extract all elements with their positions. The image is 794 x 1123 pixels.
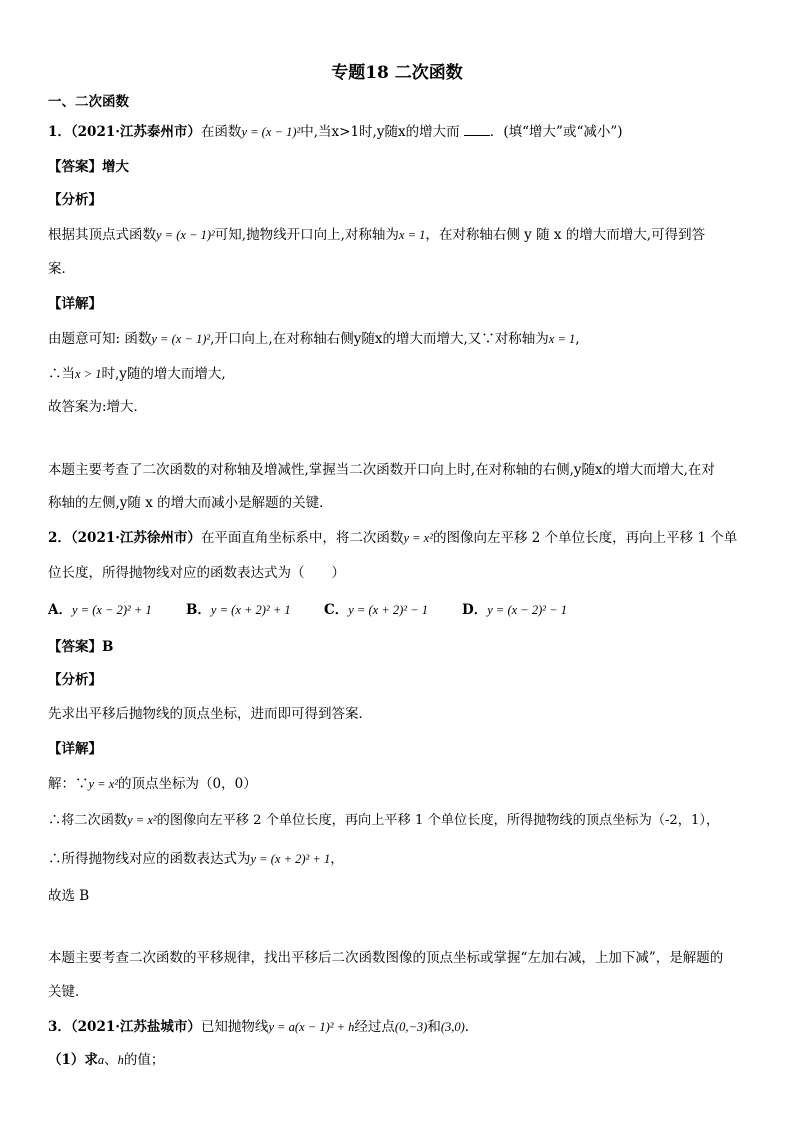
math-expression: y = (x − 2)² + 1 xyxy=(71,603,152,617)
question-3 xyxy=(48,1017,748,1037)
question-text: 中,当x>1时,y随x的增大而 xyxy=(300,124,460,140)
analysis-label: 【分析】 xyxy=(48,672,102,688)
answer-line: 【答案】增大 xyxy=(48,159,129,175)
analysis-text: 先求出平移后抛物线的顶点坐标，进而即可得到答案． xyxy=(48,706,372,722)
question-source: （2021·江苏徐州市） xyxy=(70,530,201,546)
question-source: （2021·江苏泰州市） xyxy=(70,124,201,140)
text-run: ∴将二次函数 xyxy=(48,813,128,828)
question-text: 在平面直角坐标系中，将二次函数 xyxy=(200,530,404,546)
analysis-text: 案． xyxy=(48,261,75,277)
option-b[interactable] xyxy=(186,600,324,620)
answer-blank xyxy=(464,123,490,136)
analysis-label: 【分析】 xyxy=(48,192,102,208)
detail-text: 故答案为:增大． xyxy=(48,399,148,415)
math-expression: y = (x − 1)² xyxy=(151,332,211,346)
option-label: D． xyxy=(462,602,488,618)
math-expression: y = (x − 2)² − 1 xyxy=(487,603,567,617)
text-run: 由题意可知: 函数 xyxy=(48,331,152,347)
detail-text xyxy=(48,849,748,869)
math-expression: y = x² xyxy=(127,813,157,827)
detail-text xyxy=(48,364,748,384)
text-run: 可知,抛物线开口向上,对称轴为 xyxy=(214,227,399,243)
detail-text xyxy=(48,329,748,349)
detail-label: 【详解】 xyxy=(48,296,102,312)
math-symbol: a xyxy=(97,1053,105,1067)
question-text: 和 xyxy=(427,1019,441,1035)
question-text: 在函数 xyxy=(200,124,242,140)
question-source: （2021·江苏盐城市） xyxy=(70,1019,201,1035)
question-text: ．(填“增大”或“减小”) xyxy=(489,124,623,140)
question-text: 位长度，所得抛物线对应的函数表达式为（ ） xyxy=(48,565,345,581)
text-run: 的值； xyxy=(123,1052,165,1068)
math-expression: x > 1 xyxy=(75,367,102,381)
text-run: 根据其顶点式函数 xyxy=(48,227,156,243)
sub-question-1 xyxy=(48,1050,748,1070)
text-run: ∴当 xyxy=(48,366,75,382)
question-text: 经过点 xyxy=(354,1019,395,1035)
summary-text: 关键． xyxy=(48,984,89,1000)
point-expression: (0,−3) xyxy=(394,1020,428,1034)
text-run: 时,y随的增大而增大, xyxy=(101,366,226,382)
option-label: A． xyxy=(48,602,72,618)
math-expression: y = x² xyxy=(88,777,119,791)
summary-text: 称轴的左侧,y随 x 的增大而减小是解题的关键． xyxy=(48,495,333,511)
question-number: 1． xyxy=(48,124,71,140)
section-heading: 一、二次函数 xyxy=(48,94,129,110)
point-expression: (3,0) xyxy=(440,1020,465,1034)
detail-text xyxy=(48,810,748,831)
detail-text: 故选 B xyxy=(48,888,90,904)
math-expression: y = a(x − 1)² + h xyxy=(268,1020,355,1034)
detail-text xyxy=(48,774,748,794)
text-run: 的图像向左平移 2 个单位长度，再向上平移 1 个单位长度，所得抛物线的顶点坐标为（-2，1）， xyxy=(156,813,720,828)
text-run: ，在对称轴右侧 y 随 x 的增大而增大,可得到答 xyxy=(425,227,706,243)
math-expression: y = (x + 2)² + 1 xyxy=(250,852,331,866)
text-run: ， xyxy=(330,851,344,867)
text-run: 的顶点坐标为（0，0） xyxy=(118,776,257,792)
text-run: 、 xyxy=(104,1052,118,1068)
text-run: ,开口向上,在对称轴右侧y随x的增大而增大,又∵对称轴为 xyxy=(210,331,549,347)
math-expression: y = (x − 1)² xyxy=(156,228,215,242)
page-title: 专题18 二次函数 xyxy=(331,63,463,83)
text-run: , xyxy=(575,331,580,347)
question-1 xyxy=(48,122,748,142)
option-label: C． xyxy=(324,602,349,618)
summary-text: 本题主要考查二次函数的平移规律，找出平移后二次函数图像的顶点坐标或掌握“左加右减，上加下减”，是解题的 xyxy=(48,950,724,966)
summary-text: 本题主要考查了二次函数的对称轴及增减性,掌握当二次函数开口向上时,在对称轴的右侧,y随x的增大而增大,在对 xyxy=(48,462,715,478)
math-symbol: h xyxy=(117,1053,124,1067)
question-text: ． xyxy=(464,1019,479,1035)
text-run: 解：∵ xyxy=(48,776,89,792)
math-expression: y = (x + 2)² − 1 xyxy=(348,603,428,617)
math-expression: y = (x − 1)² xyxy=(241,125,301,139)
analysis-text xyxy=(48,225,748,245)
question-text: 已知抛物线 xyxy=(200,1019,269,1035)
answer-line: 【答案】B xyxy=(48,639,114,655)
option-c[interactable] xyxy=(324,600,462,620)
option-a[interactable] xyxy=(48,600,186,620)
question-text: 的图像向左平移 2 个单位长度，再向上平移 1 个单 xyxy=(432,530,738,546)
question-2 xyxy=(48,528,748,548)
option-d[interactable] xyxy=(462,600,600,620)
option-label: B． xyxy=(186,602,211,618)
options-row xyxy=(48,600,748,620)
text-run: ∴所得抛物线对应的函数表达式为 xyxy=(48,851,251,867)
text-run: （1）求 xyxy=(48,1052,98,1068)
math-expression: y = (x + 2)² + 1 xyxy=(210,603,291,617)
math-expression: y = x² xyxy=(403,531,433,545)
question-number: 3． xyxy=(48,1019,71,1035)
question-number: 2． xyxy=(48,530,71,546)
detail-label: 【详解】 xyxy=(48,741,102,757)
math-expression: x = 1 xyxy=(548,332,576,346)
math-expression: x = 1 xyxy=(398,228,426,242)
